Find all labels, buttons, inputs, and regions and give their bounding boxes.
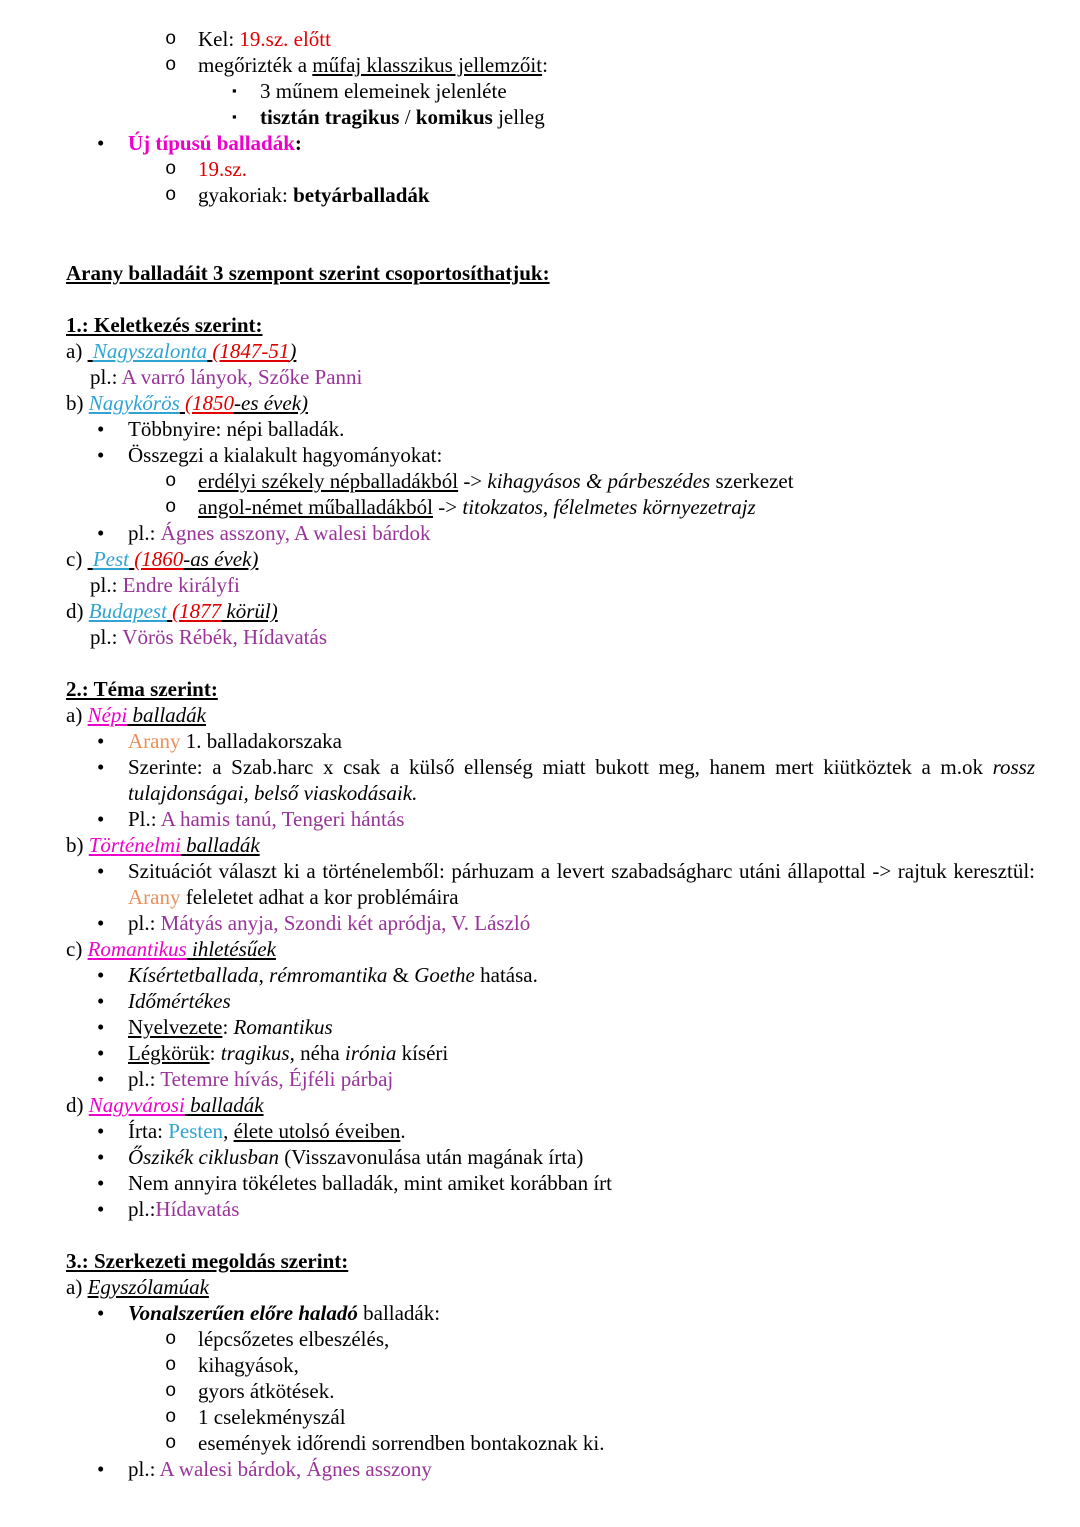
list-item — [66, 26, 1035, 52]
text-run: angol-német műballadákból — [198, 495, 434, 519]
text-run: : — [294, 131, 302, 155]
list-item — [66, 936, 1035, 962]
text-run: Pl.: — [128, 807, 161, 831]
list-item — [66, 1274, 1035, 1300]
line-content — [66, 832, 1035, 858]
example-line — [66, 1196, 1035, 1222]
line-content — [128, 858, 1040, 910]
text-run: Nyelvezete — [128, 1015, 223, 1039]
list-item — [66, 494, 1035, 520]
line-content — [128, 416, 1035, 442]
text-run: Endre királyfi — [122, 573, 240, 597]
line-content — [66, 338, 1035, 364]
section-heading — [66, 676, 1035, 702]
text-run: (1860 — [134, 547, 184, 571]
line-content — [198, 1404, 1035, 1430]
text-run: Pest — [92, 547, 129, 571]
disc-bullet-icon: • — [97, 417, 105, 441]
disc-bullet-icon: • — [97, 807, 105, 831]
blank-line — [66, 234, 1035, 260]
disc-bullet-icon: • — [97, 755, 105, 779]
text-run: Írta: — [128, 1119, 169, 1143]
text-run: balladák: — [357, 1301, 441, 1325]
text-run: A varró lányok, Szőke Panni — [121, 365, 363, 389]
text-run: megőrizték a — [198, 53, 313, 77]
list-item — [66, 1404, 1035, 1430]
square-bullet-icon: ▪ — [232, 83, 237, 98]
line-content — [66, 598, 1035, 624]
disc-bullet-icon: • — [97, 989, 105, 1013]
text-run: 19.sz. — [198, 157, 247, 181]
list-item — [66, 1326, 1035, 1352]
text-run: betyárballadák — [293, 183, 430, 207]
text-run: & — [387, 963, 415, 987]
text-run: , — [258, 963, 270, 987]
section-heading — [66, 312, 1035, 338]
list-item — [66, 546, 1035, 572]
text-run: Kísértetballada — [128, 963, 259, 987]
blank-line — [66, 650, 1035, 676]
text-run: a) — [66, 1275, 88, 1299]
example-line — [66, 1066, 1035, 1092]
text-run: Tetemre hívás, Éjféli párbaj — [160, 1067, 394, 1091]
text-run: / — [399, 105, 416, 129]
text-run: feleletet adhat a kor problémáira — [180, 885, 459, 909]
text-run: Történelmi — [88, 833, 181, 857]
text-run: 2.: Téma szerint: — [66, 677, 218, 701]
line-content — [128, 1014, 1035, 1040]
example-line — [66, 520, 1035, 546]
text-run: . — [400, 1119, 406, 1143]
text-run: Népi — [87, 703, 128, 727]
line-content — [66, 1274, 1035, 1300]
line-content — [198, 156, 1035, 182]
text-run: (1847-51 — [212, 339, 290, 363]
text-run: Hídavatás — [155, 1197, 240, 1221]
line-content — [66, 312, 1035, 338]
text-run: : — [222, 1015, 234, 1039]
line-content — [128, 1066, 1035, 1092]
text-run: a) — [66, 703, 88, 727]
disc-bullet-icon: • — [97, 1457, 105, 1481]
text-run: Mátyás anyja, Szondi két apródja, V. László — [160, 911, 531, 935]
text-run: pl.: — [128, 1457, 160, 1481]
text-run: Új típusú balladák — [128, 131, 295, 155]
line-content — [90, 624, 1035, 650]
text-run: a) — [66, 339, 88, 363]
line-content — [198, 1378, 1035, 1404]
line-content — [66, 260, 1035, 286]
list-item — [66, 728, 1035, 754]
text-run: Vörös Rébék, Hídavatás — [122, 625, 327, 649]
section-heading — [66, 1248, 1035, 1274]
disc-bullet-icon: • — [97, 1041, 105, 1065]
line-content — [198, 182, 1035, 208]
text-run: d) — [66, 599, 89, 623]
line-content — [128, 1300, 1035, 1326]
example-line — [66, 806, 1035, 832]
list-item — [66, 1378, 1035, 1404]
disc-bullet-icon: • — [97, 1301, 105, 1325]
text-run: rémromantika — [269, 963, 388, 987]
circle-bullet-icon: o — [165, 184, 177, 206]
text-run: Nagyvárosi — [88, 1093, 185, 1117]
line-content — [260, 78, 1035, 104]
text-run: Nagykőrös — [88, 391, 180, 415]
blank-line — [66, 1222, 1035, 1248]
disc-bullet-icon: • — [97, 1197, 105, 1221]
line-content — [198, 468, 1035, 494]
text-run: tragikus — [220, 1041, 290, 1065]
line-content — [66, 702, 1035, 728]
list-item — [66, 988, 1035, 1014]
text-run: balladák — [190, 1093, 264, 1117]
text-run: kihagyásos & párbeszédes — [487, 469, 711, 493]
line-content — [128, 1196, 1035, 1222]
text-run: pl.: — [90, 625, 123, 649]
text-run: (1877 — [172, 599, 222, 623]
line-content — [128, 442, 1035, 468]
circle-bullet-icon: o — [165, 496, 177, 518]
circle-bullet-icon: o — [165, 28, 177, 50]
text-run: 19.sz. előtt — [239, 27, 331, 51]
line-content — [90, 364, 1035, 390]
blank-line — [66, 208, 1035, 234]
list-item — [66, 1040, 1035, 1066]
list-item — [66, 962, 1035, 988]
circle-bullet-icon: o — [165, 1406, 177, 1428]
text-run: , néha — [289, 1041, 345, 1065]
text-run: (Visszavonulása után magának írta) — [279, 1145, 584, 1169]
text-run: Egyszólamúak — [87, 1275, 209, 1299]
line-content — [128, 910, 1035, 936]
line-content — [128, 1170, 1035, 1196]
list-item — [66, 1300, 1035, 1326]
list-item — [66, 1118, 1035, 1144]
circle-bullet-icon: o — [165, 1354, 177, 1376]
line-content — [198, 1352, 1035, 1378]
disc-bullet-icon: • — [97, 443, 105, 467]
list-item — [66, 104, 1035, 130]
text-run: , — [223, 1119, 234, 1143]
text-run: 3.: Szerkezeti megoldás szerint: — [66, 1249, 349, 1273]
list-item — [66, 754, 1041, 806]
disc-bullet-icon: • — [97, 729, 105, 753]
text-run: 3 műnem elemeinek jelenléte — [260, 79, 507, 103]
text-run: : — [542, 53, 548, 77]
line-content — [128, 806, 1035, 832]
list-item — [66, 130, 1035, 156]
line-content — [128, 1040, 1035, 1066]
text-run: Vonalszerűen előre haladó — [128, 1301, 358, 1325]
text-run: balladák — [132, 703, 206, 727]
list-item — [66, 442, 1035, 468]
line-content — [66, 1248, 1035, 1274]
line-content — [128, 988, 1035, 1014]
line-content — [128, 962, 1035, 988]
list-item — [66, 598, 1035, 624]
circle-bullet-icon: o — [165, 1380, 177, 1402]
list-item — [66, 858, 1040, 910]
text-run: -es évek) — [234, 391, 309, 415]
disc-bullet-icon: • — [97, 1145, 105, 1169]
text-run: komikus — [415, 105, 493, 129]
line-content — [66, 936, 1035, 962]
text-run: pl.: — [128, 911, 161, 935]
line-content — [198, 494, 1035, 520]
circle-bullet-icon: o — [165, 158, 177, 180]
text-run: balladák — [186, 833, 260, 857]
line-content — [128, 1456, 1035, 1482]
line-content — [128, 130, 1035, 156]
list-item — [66, 182, 1035, 208]
list-item — [66, 1430, 1035, 1456]
list-item — [66, 1014, 1035, 1040]
text-run: b) — [66, 391, 89, 415]
text-run: pl.: — [128, 1067, 161, 1091]
text-run: Összegzi a kialakult hagyományokat: — [128, 443, 443, 467]
text-run: gyakoriak: — [198, 183, 294, 207]
text-run: Ágnes asszony, A walesi bárdok — [160, 521, 431, 545]
text-run: Időmértékes — [128, 989, 231, 1013]
list-item — [66, 468, 1035, 494]
line-content — [260, 104, 1035, 130]
text-run: gyors átkötések. — [198, 1379, 335, 1403]
example-line — [66, 624, 1035, 650]
line-content — [128, 754, 1041, 806]
list-item — [66, 832, 1035, 858]
text-run: 1. balladakorszaka — [180, 729, 342, 753]
circle-bullet-icon: o — [165, 470, 177, 492]
text-run: A hamis tanú, Tengeri hántás — [160, 807, 405, 831]
line-content — [198, 26, 1035, 52]
text-run: kíséri — [396, 1041, 449, 1065]
text-run: hatása. — [474, 963, 538, 987]
example-line — [66, 364, 1035, 390]
text-run: -as évek) — [183, 547, 259, 571]
text-run: c) — [66, 937, 88, 961]
text-run: Többnyire: népi balladák. — [128, 417, 345, 441]
text-run: 1.: Keletkezés szerint: — [66, 313, 263, 337]
text-run: Szerinte: a Szab.harc x csak a külső ellenség miatt bukott meg, hanem mert kiütköztek a m.ok — [128, 755, 993, 779]
example-line — [66, 910, 1035, 936]
text-run: Nagyszalonta — [92, 339, 208, 363]
text-run: Légkörük — [128, 1041, 210, 1065]
text-run: erdélyi székely népballadákból — [198, 469, 459, 493]
line-content — [198, 52, 1035, 78]
list-item — [66, 1144, 1035, 1170]
disc-bullet-icon: • — [97, 521, 105, 545]
line-content — [128, 1144, 1035, 1170]
list-item — [66, 1092, 1035, 1118]
text-run: Szituációt választ ki a történelemből: párhuzam a levert szabadságharc utáni állapottal -> rajtuk keresztül: — [128, 859, 1040, 883]
list-item — [66, 1170, 1035, 1196]
text-run: pl.: — [128, 521, 161, 545]
circle-bullet-icon: o — [165, 1328, 177, 1350]
text-run: tisztán tragikus — [260, 105, 400, 129]
line-content — [66, 676, 1035, 702]
text-run: Arany balladáit 3 szempont szerint csoportosíthatjuk: — [66, 261, 550, 285]
example-line — [66, 1456, 1035, 1482]
line-content — [128, 520, 1035, 546]
text-run: ihletésűek — [191, 937, 276, 961]
line-content — [66, 546, 1035, 572]
text-run: Romantikus — [87, 937, 187, 961]
text-run: d) — [66, 1093, 89, 1117]
text-run: kihagyások, — [198, 1353, 299, 1377]
text-run: lépcsőzetes elbeszélés, — [198, 1327, 390, 1351]
text-run: Goethe — [414, 963, 475, 987]
list-item — [66, 390, 1035, 416]
list-item — [66, 702, 1035, 728]
list-item — [66, 156, 1035, 182]
text-run: pl.: — [90, 573, 123, 597]
text-run: -> — [433, 495, 463, 519]
text-run: (1850 — [185, 391, 234, 415]
line-content — [198, 1326, 1035, 1352]
text-run: Pesten — [168, 1119, 224, 1143]
square-bullet-icon: ▪ — [232, 109, 237, 124]
disc-bullet-icon: • — [97, 131, 105, 155]
text-run: : — [209, 1041, 221, 1065]
list-item — [66, 338, 1035, 364]
text-run: szerkezet — [710, 469, 794, 493]
text-run: -> — [458, 469, 488, 493]
text-run: pl.: — [90, 365, 122, 389]
text-run: Arany — [128, 729, 181, 753]
text-run: titokzatos, félelmetes környezetrajz — [462, 495, 756, 519]
disc-bullet-icon: • — [97, 1015, 105, 1039]
text-run: események időrendi sorrendben bontakoznak ki. — [198, 1431, 605, 1455]
text-run: 1 cselekményszál — [198, 1405, 346, 1429]
text-run: irónia — [345, 1041, 397, 1065]
line-content — [198, 1430, 1035, 1456]
list-item — [66, 78, 1035, 104]
list-item — [66, 1352, 1035, 1378]
text-run: pl.: — [128, 1197, 156, 1221]
line-content — [90, 572, 1035, 598]
circle-bullet-icon: o — [165, 1432, 177, 1454]
text-run: Őszikék ciklusban — [128, 1145, 280, 1169]
disc-bullet-icon: • — [97, 911, 105, 935]
text-run: ) — [289, 339, 297, 363]
line-content — [66, 390, 1035, 416]
disc-bullet-icon: • — [97, 963, 105, 987]
blank-line — [66, 286, 1035, 312]
text-run: Arany — [128, 885, 181, 909]
text-run: b) — [66, 833, 89, 857]
list-item — [66, 52, 1035, 78]
line-content — [66, 1092, 1035, 1118]
line-content — [128, 728, 1035, 754]
text-run: Romantikus — [233, 1015, 333, 1039]
text-run: körül) — [221, 599, 278, 623]
text-run: Budapest — [88, 599, 167, 623]
text-run: jelleg — [492, 105, 545, 129]
text-run: c) — [66, 547, 88, 571]
line-content — [128, 1118, 1035, 1144]
section-heading — [66, 260, 1035, 286]
text-run: élete utolsó éveiben — [233, 1119, 401, 1143]
disc-bullet-icon: • — [97, 1119, 105, 1143]
circle-bullet-icon: o — [165, 54, 177, 76]
list-item — [66, 416, 1035, 442]
disc-bullet-icon: • — [97, 1171, 105, 1195]
text-run: Kel: — [198, 27, 240, 51]
text-run: rossz tulajdonságai, belső viaskodásaik. — [128, 755, 1041, 805]
disc-bullet-icon: • — [97, 859, 105, 883]
disc-bullet-icon: • — [97, 1067, 105, 1091]
text-run: A walesi bárdok, Ágnes asszony — [159, 1457, 432, 1481]
example-line — [66, 572, 1035, 598]
text-run: Nem annyira tökéletes balladák, mint amiket korábban írt — [128, 1171, 613, 1195]
text-run: műfaj klasszikus jellemzőit — [312, 53, 543, 77]
